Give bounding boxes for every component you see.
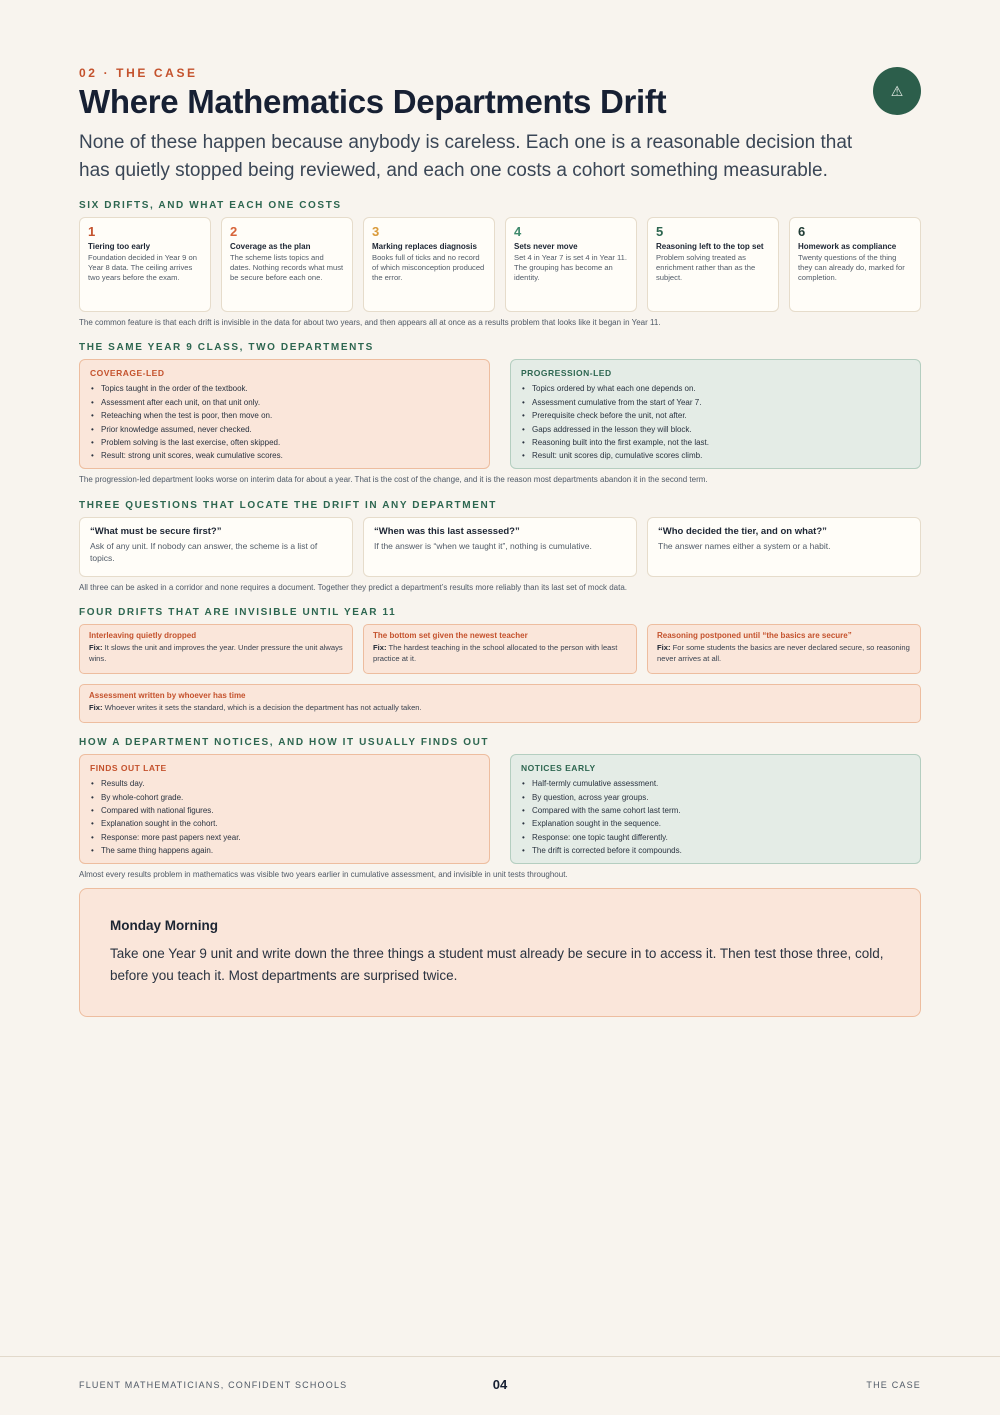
three-questions-heading: THREE QUESTIONS THAT LOCATE THE DRIFT IN ANY DEPARTMENT bbox=[79, 499, 497, 511]
list-item: • Prior knowledge assumed, never checked. bbox=[90, 423, 479, 436]
drift-body: Foundation decided in Year 9 on Year 8 data. The ceiling arrives two years before the exam. bbox=[88, 252, 197, 283]
list-item: • Result: strong unit scores, weak cumulative scores. bbox=[90, 449, 479, 462]
section-label: THE CASE bbox=[116, 66, 198, 80]
fix-body bbox=[89, 703, 911, 714]
drift-body: Twenty questions of the thing they can already do, marked for completion. bbox=[798, 252, 905, 283]
six-drifts-note: The common feature is that each drift is invisible in the data for about two years, and then appears all at once as a results problem that looks like it began in Year 11. bbox=[79, 317, 661, 327]
fix-card bbox=[363, 624, 637, 674]
notices-comparison bbox=[79, 754, 921, 864]
notices-heading: HOW A DEPARTMENT NOTICES, AND HOW IT USUALLY FINDS OUT bbox=[79, 737, 490, 749]
fix-card bbox=[647, 624, 921, 674]
fix-label: Fix: bbox=[657, 643, 671, 653]
fix-text: For some students the basics are never declared secure, so reasoning never arrives at all. bbox=[657, 643, 910, 663]
drift-card bbox=[79, 217, 211, 312]
drift-card bbox=[789, 217, 921, 312]
main-content bbox=[79, 66, 921, 1017]
coverage-led-list bbox=[90, 382, 479, 462]
drift-number: 6 bbox=[798, 223, 806, 239]
question-card bbox=[79, 517, 353, 577]
footer-page-number: 04 bbox=[492, 1377, 508, 1392]
drift-number: 5 bbox=[656, 223, 664, 239]
fix-label: Fix: bbox=[373, 643, 387, 653]
list-item: • Topics taught in the order of the textbook. bbox=[90, 382, 479, 395]
question-body: The answer names either a system or a habit. bbox=[658, 540, 831, 551]
six-drifts-heading: SIX DRIFTS, AND WHAT EACH ONE COSTS bbox=[79, 199, 342, 211]
drift-body: Problem solving treated as enrichment rather than as the subject. bbox=[656, 252, 756, 283]
warning-icon: ⚠ bbox=[873, 67, 921, 115]
fix-label: Fix: bbox=[89, 643, 103, 653]
page-title: Where Mathematics Departments Drift bbox=[79, 83, 667, 120]
monday-morning-callout bbox=[79, 888, 921, 1017]
question-body: If the answer is “when we taught it”, nothing is cumulative. bbox=[374, 540, 592, 551]
question-card bbox=[647, 517, 921, 577]
fix-title: Assessment written by whoever has time bbox=[89, 691, 246, 701]
drift-card bbox=[647, 217, 779, 312]
fix-title: Interleaving quietly dropped bbox=[89, 631, 197, 641]
question-title: “When was this last assessed?” bbox=[374, 525, 520, 537]
drift-number: 3 bbox=[372, 223, 380, 239]
same-class-note: The progression-led department looks worse on interim data for about a year. That is the cost of the change, and it is the reason most departments abandon it in the second term. bbox=[79, 475, 708, 485]
list-item: • The drift is corrected before it compounds. bbox=[521, 844, 910, 857]
finds-out-late-label: FINDS OUT LATE bbox=[90, 763, 167, 774]
drift-title: Tiering too early bbox=[88, 241, 151, 251]
list-item: • Result: unit scores dip, cumulative scores climb. bbox=[521, 449, 910, 462]
list-item: • Response: one topic taught differently. bbox=[521, 831, 910, 844]
list-item: • Half-termly cumulative assessment. bbox=[521, 777, 910, 790]
list-item: • Explanation sought in the sequence. bbox=[521, 817, 910, 830]
list-item: • Assessment after each unit, on that unit only. bbox=[90, 396, 479, 409]
list-item: • Topics ordered by what each one depends on. bbox=[521, 382, 910, 395]
question-card bbox=[363, 517, 637, 577]
fix-card bbox=[79, 624, 353, 674]
same-class-heading: THE SAME YEAR 9 CLASS, TWO DEPARTMENTS bbox=[79, 342, 374, 354]
list-item: • Prerequisite check before the unit, not after. bbox=[521, 409, 910, 422]
progression-led-box bbox=[510, 359, 921, 469]
list-item: • By question, across year groups. bbox=[521, 791, 910, 804]
drift-title: Homework as compliance bbox=[798, 241, 897, 251]
fix-card-wide bbox=[79, 684, 921, 723]
section-number: 02 bbox=[79, 66, 98, 80]
page-footer bbox=[0, 1356, 1000, 1415]
notices-early-list bbox=[521, 777, 910, 857]
list-item: • Assessment cumulative from the start of Year 7. bbox=[521, 396, 910, 409]
coverage-led-label: COVERAGE-LED bbox=[90, 368, 165, 379]
six-drifts-row bbox=[79, 217, 921, 312]
drift-title: Sets never move bbox=[514, 241, 578, 251]
fix-body bbox=[657, 643, 911, 664]
drift-title: Coverage as the plan bbox=[230, 241, 311, 251]
monday-morning-heading: Monday Morning bbox=[110, 917, 218, 933]
list-item: • Results day. bbox=[90, 777, 479, 790]
question-title: “What must be secure first?” bbox=[90, 525, 222, 537]
fix-text: Whoever writes it sets the standard, which is a decision the department has not actually taken. bbox=[104, 703, 422, 713]
notices-note: Almost every results problem in mathematics was visible two years earlier in cumulative assessment, and invisible in unit tests throughout. bbox=[79, 870, 568, 880]
list-item: • Problem solving is the last exercise, often skipped. bbox=[90, 436, 479, 449]
fix-title: The bottom set given the newest teacher bbox=[373, 631, 528, 641]
drift-title: Reasoning left to the top set bbox=[656, 241, 764, 251]
footer-book-title: FLUENT MATHEMATICIANS, CONFIDENT SCHOOLS bbox=[79, 1380, 348, 1390]
drift-number: 1 bbox=[88, 223, 96, 239]
list-item: • Compared with national figures. bbox=[90, 804, 479, 817]
eyebrow-separator: · bbox=[103, 66, 111, 80]
four-drifts-heading: FOUR DRIFTS THAT ARE INVISIBLE UNTIL YEAR 11 bbox=[79, 607, 397, 619]
drift-card bbox=[363, 217, 495, 312]
notices-early-box bbox=[510, 754, 921, 864]
drift-title: Marking replaces diagnosis bbox=[372, 241, 477, 251]
finds-out-late-box bbox=[79, 754, 490, 864]
list-item: • By whole-cohort grade. bbox=[90, 791, 479, 804]
section-eyebrow bbox=[79, 66, 921, 80]
progression-led-label: PROGRESSION-LED bbox=[521, 368, 612, 379]
drift-card bbox=[505, 217, 637, 312]
drift-body: The scheme lists topics and dates. Nothing records what must be secure before each one. bbox=[230, 252, 344, 283]
drift-number: 2 bbox=[230, 223, 238, 239]
three-questions-row bbox=[79, 517, 921, 577]
list-item: • Response: more past papers next year. bbox=[90, 831, 479, 844]
finds-out-late-list bbox=[90, 777, 479, 857]
drift-number: 4 bbox=[514, 223, 522, 239]
list-item: • Compared with the same cohort last term. bbox=[521, 804, 910, 817]
page-lede: None of these happen because anybody is careless. Each one is a reasonable decision that has quietly stopped being reviewed, and each one costs a cohort something measurable. bbox=[79, 131, 853, 182]
question-body: Ask of any unit. If nobody can answer, the scheme is a list of topics. bbox=[90, 540, 318, 564]
fix-text: It slows the unit and improves the year. Under pressure the unit always wins. bbox=[89, 643, 343, 663]
coverage-led-box bbox=[79, 359, 490, 469]
list-item: • Reasoning built into the first example, not the last. bbox=[521, 436, 910, 449]
drift-body: Set 4 in Year 7 is set 4 in Year 11. The grouping has become an identity. bbox=[514, 252, 628, 283]
list-item: • Gaps addressed in the lesson they will block. bbox=[521, 423, 910, 436]
list-item: • Reteaching when the test is poor, then move on. bbox=[90, 409, 479, 422]
question-title: “Who decided the tier, and on what?” bbox=[658, 525, 827, 537]
drift-card bbox=[221, 217, 353, 312]
four-drifts-row bbox=[79, 624, 921, 674]
list-item: • The same thing happens again. bbox=[90, 844, 479, 857]
three-questions-note: All three can be asked in a corridor and none requires a document. Together they predict a department’s results more reliably than its last set of mock data. bbox=[79, 582, 627, 592]
fix-body bbox=[89, 643, 343, 664]
drift-body: Books full of ticks and no record of which misconception produced the error. bbox=[372, 252, 485, 283]
notices-early-label: NOTICES EARLY bbox=[521, 763, 596, 774]
fix-label: Fix: bbox=[89, 703, 103, 713]
footer-section-label: THE CASE bbox=[866, 1380, 921, 1390]
fix-text: The hardest teaching in the school allocated to the person with least practice at it. bbox=[373, 643, 618, 663]
progression-led-list bbox=[521, 382, 910, 462]
list-item: • Explanation sought in the cohort. bbox=[90, 817, 479, 830]
monday-morning-body: Take one Year 9 unit and write down the three things a student must already be secure in to access it. Then test those three, cold, before you teach it. Most departments are surprised twice. bbox=[110, 945, 884, 983]
fix-body bbox=[373, 643, 627, 664]
same-class-comparison bbox=[79, 359, 921, 469]
fix-title: Reasoning postponed until “the basics are secure” bbox=[657, 631, 852, 641]
